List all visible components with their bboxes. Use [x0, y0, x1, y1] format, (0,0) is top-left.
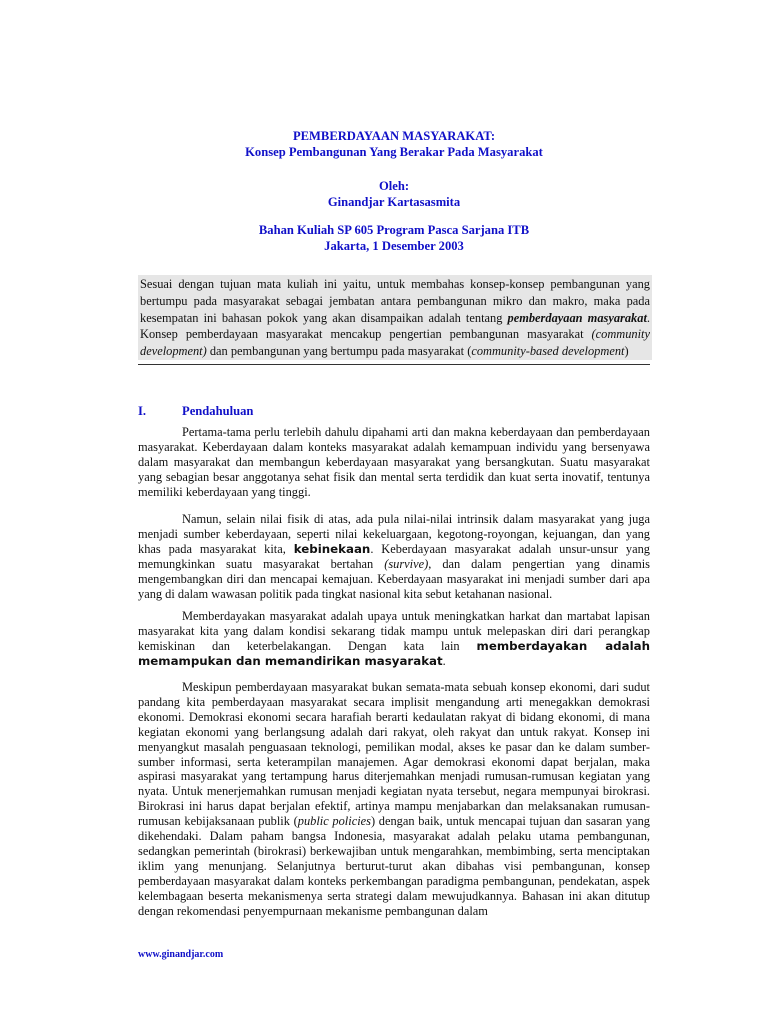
paragraph-2-text-b: . Keberdayaan masyarakat adalah unsur-unsur yang memungkinkan suatu masyarakat bertahan	[138, 541, 650, 571]
paragraph-2-text-a: Namun, selain nilai fisik di atas, ada pula nilai-nilai intrinsik dalam masyarakat yang juga menjadi sumber keberdayaan, seperti nilai kekeluargaan, kegotong-royongan, kejuangan, dan yang khas pada masyarakat kita,	[138, 512, 650, 556]
abstract-term-1: (community development)	[140, 327, 650, 359]
author-block	[138, 178, 650, 210]
abstract-text-d: )	[624, 344, 629, 359]
title-block	[138, 128, 650, 160]
abstract-box	[138, 275, 652, 360]
section-number: I.	[138, 404, 147, 418]
author-label: Oleh:	[378, 179, 410, 193]
paragraph-1-text: Pertama-tama perlu terlebih dahulu dipahami arti dan makna keberdayaan dan pemberdayaan masyarakat. Keberdayaan dalam konteks masyarakat adalah kemampuan individu yang bersenyawa dalam masyarakat dan membangun keberdayaan masyarakat yang bersangkutan. Suatu masyarakat yang sebagian besar anggotanya sehat fisik dan mental serta terdidik dan kuat serta inovatif, tentunya memiliki keberdayaan yang tinggi.	[138, 425, 650, 499]
section-title: Pendahuluan	[182, 404, 254, 418]
paragraph-4-text-b: ) dengan baik, untuk mencapai tujuan dan sasaran yang dikehendaki. Dalam paham bangsa Indonesia, masyarakat adalah pelaku utama pembangunan, sedangkan pemerintah (birokrasi) berkewajiban untuk mengarahkan, membimbing, serta menciptakan iklim yang menunjang. Selanjutnya berturut-turut akan dibahas visi pembangunan, konsep pemberdayaan masyarakat dalam konteks perkembangan paradigma pembangunan, pendekatan, aspek kelembagaan beserta mekanismenya serta strategi dalam mewujudkannya. Bahasan ini akan ditutup dengan rekomendasi penyempurnaan mekanisme pembangunan dalam	[138, 814, 650, 918]
paragraph-2	[138, 512, 650, 601]
abstract-text-a: Sesuai dengan tujuan mata kuliah ini yaitu, untuk membahas konsep-konsep pembangunan yang bertumpu pada masyarakat sebagai jembatan antara pembangunan mikro dan makro, maka pada kesempatan ini bahasan pokok yang akan disampaikan adalah tentang	[140, 277, 650, 325]
paragraph-2-bold: kebinekaan	[293, 541, 371, 556]
paragraph-4-italic: public policies	[297, 814, 371, 829]
course-block	[138, 222, 650, 254]
author-name: Ginandjar Kartasasmita	[327, 195, 461, 209]
paragraph-3-text-b: .	[442, 653, 446, 668]
footer-url[interactable]: www.ginandjar.com	[138, 949, 224, 960]
title-line-1: PEMBERDAYAAN MASYARAKAT:	[292, 129, 496, 143]
date-line: Jakarta, 1 Desember 2003	[324, 239, 464, 253]
paragraph-4-text-a: Meskipun pemberdayaan masyarakat bukan semata-mata sebuah konsep ekonomi, dari sudut pandang kita pemberdayaan masyarakat secara implisit mengandung arti menegakkan demokrasi ekonomi. Demokrasi ekonomi secara harafiah berarti kedaulatan rakyat di bidang ekonomi, di mana kegiatan ekonomi yang berlangsung adalah dari rakyat, oleh rakyat dan untuk rakyat. Konsep ini menyangkut masalah penguasaan teknologi, pemilikan modal, akses ke pasar dan ke dalam sumber-sumber informasi, serta keterampilan manajemen. Agar demokrasi ekonomi dapat berjalan, maka aspirasi masyarakat yang tertampung harus diterjemahkan menjadi rumusan-rumusan kegiatan yang nyata. Untuk menerjemahkan rumusan menjadi kegiatan nyata tersebut, negara mempunyai birokrasi. Birokrasi ini harus dapat berjalan efektif, artinya mampu menjabarkan dan melaksanakan rumusan-rumusan kebijaksanaan publik (	[138, 680, 650, 829]
paragraph-1	[138, 425, 650, 500]
paragraph-2-text-c: , dan dalam pengertian yang dinamis mengembangkan diri dan mencapai kemajuan. Keberdayaan masyarakat ini menjadi sumber dari apa yang di dalam wawasan politik pada tingkat nasional kita sebut ketahanan nasional.	[138, 556, 650, 601]
abstract-term-2: community-based development	[471, 344, 625, 359]
paragraph-4	[138, 680, 650, 919]
title-line-2: Konsep Pembangunan Yang Berakar Pada Masyarakat	[245, 145, 543, 159]
abstract-text-b: . Konsep pemberdayaan masyarakat mencakup pengertian pembangunan masyarakat	[140, 310, 650, 342]
paragraph-3	[138, 609, 650, 669]
paragraph-3-text-a: Memberdayakan masyarakat adalah upaya untuk meningkatkan harkat dan martabat lapisan masyarakat kita yang dalam kondisi sekarang tidak mampu untuk melepaskan diri dari perangkap kemiskinan dan keterbelakangan. Dengan kata lain	[138, 609, 650, 653]
paragraph-3-bold: memberdayakan adalah memampukan dan memandirikan masyarakat	[138, 638, 650, 668]
abstract-text-c: dan pembangunan yang bertumpu pada masyarakat (	[206, 344, 472, 359]
paragraph-2-italic: (survive)	[384, 556, 429, 571]
abstract-emphasis: pemberdayaan masyarakat	[507, 310, 647, 325]
horizontal-rule	[138, 364, 650, 365]
course-line: Bahan Kuliah SP 605 Program Pasca Sarjana ITB	[258, 223, 530, 237]
